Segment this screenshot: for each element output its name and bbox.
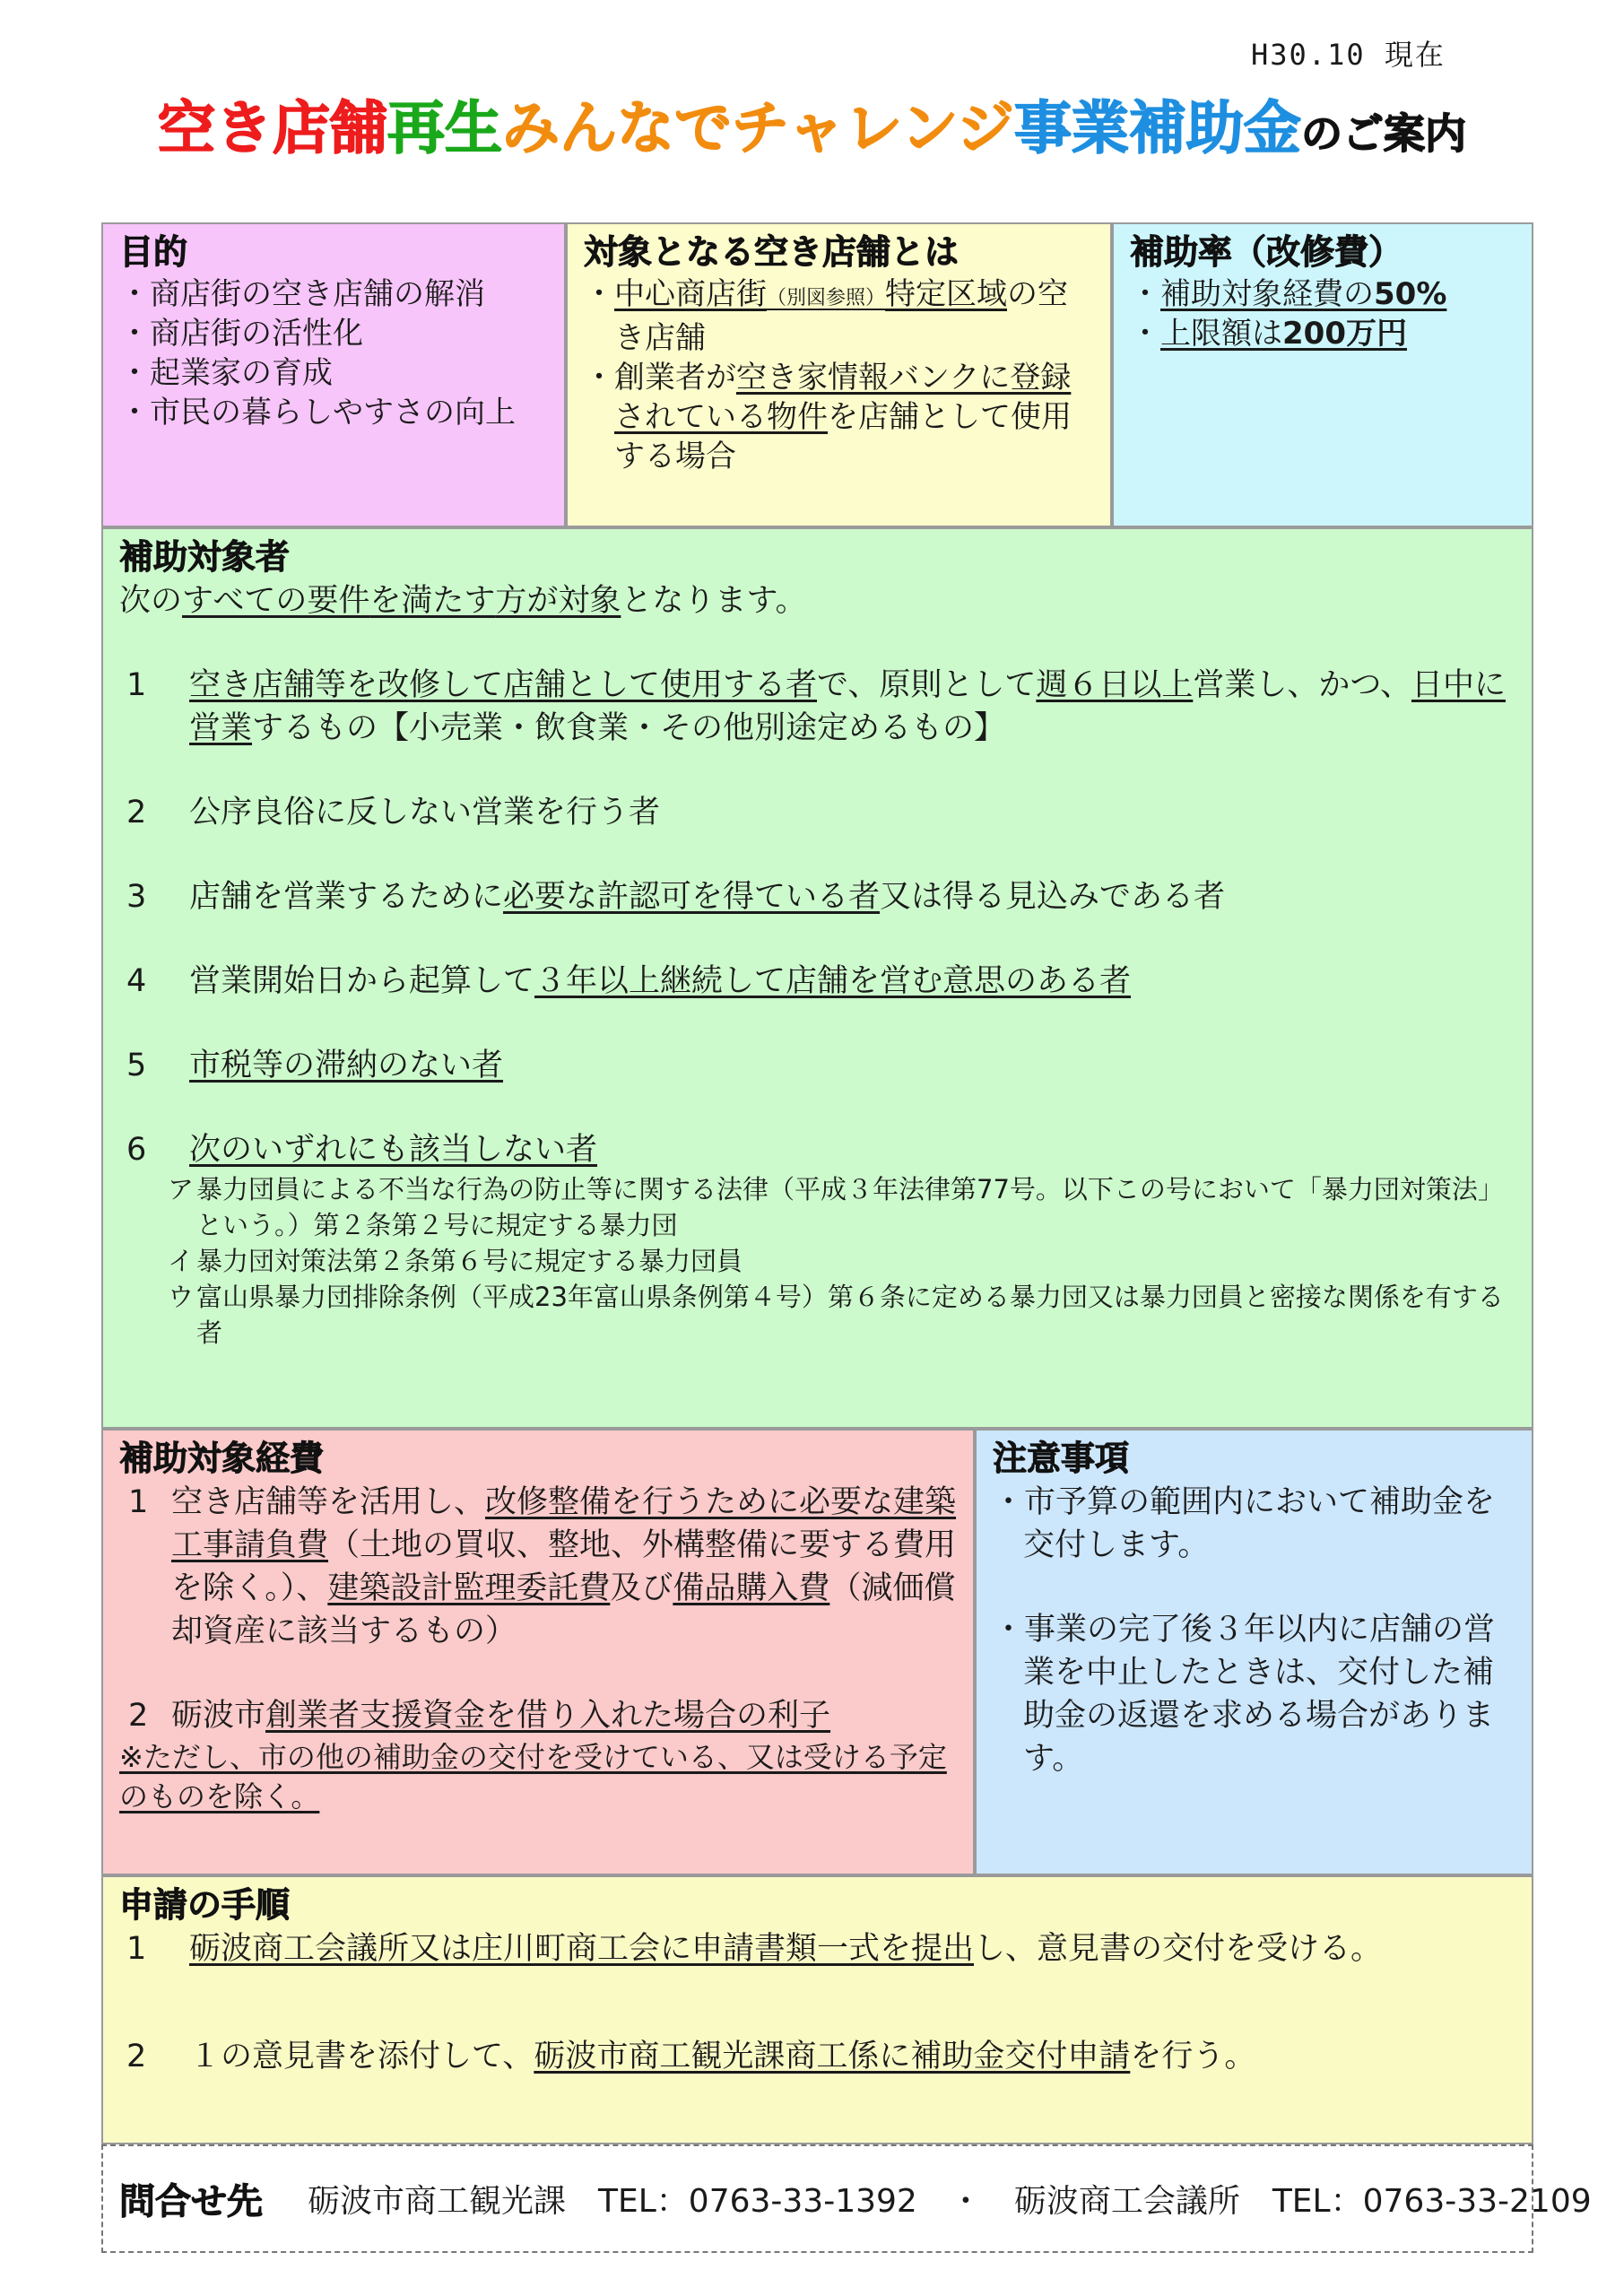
list-item <box>584 274 1094 358</box>
page-title <box>0 83 1624 165</box>
title-part-5: のご案内 <box>1300 109 1466 158</box>
underlined-text: 必要な許認可を得ている者 <box>503 878 881 915</box>
text: 暴力団員による不当な行為の防止等に関する法律（平成３年法律第77号。以下この号において「暴力団対策法」という。）第２条第２号に規定する暴力団 <box>196 1173 1504 1240</box>
underlined-text: 利子 <box>768 1697 831 1734</box>
item-number: 1 <box>126 1930 147 1967</box>
section-heading: 注意事項 <box>993 1439 1130 1478</box>
item-marker: イ <box>168 1245 195 1276</box>
target-store-section <box>566 222 1112 527</box>
title-part-4: 事業補助金 <box>1013 96 1301 162</box>
text: 次の <box>119 582 183 619</box>
requirement-6 <box>119 1128 1515 1171</box>
underlined-text: 創業者支援資金 <box>265 1697 486 1734</box>
text: 富山県暴力団排除条例（平成23年富山県条例第４号）第６条に定める暴力団又は暴力団員と密接な関係を有する者 <box>196 1281 1504 1348</box>
bullet: ・ <box>1130 275 1160 312</box>
underlined-text: を満たす <box>369 582 496 619</box>
text: 公序良俗に反しない営業を行う者 <box>189 794 661 831</box>
contact-section <box>101 2144 1592 2253</box>
underlined-text: 特定区域 <box>885 275 1008 312</box>
text: 空き店舗等を活用し、 <box>171 1483 486 1520</box>
list-item: ・商店街の活性化 <box>119 315 363 352</box>
item-number: 2 <box>126 2038 147 2074</box>
text: １の意見書を添付して、 <box>189 2038 534 2074</box>
text: となります。 <box>621 582 807 619</box>
eligible-persons-section <box>101 527 1533 1429</box>
underlined-text: 空き店舗等を改修して店舗として使用する者 <box>189 666 818 703</box>
text: を店舗として使用する場合 <box>614 398 1072 474</box>
requirement-1 <box>119 664 1515 750</box>
underlined-text: 次のいずれにも該当しない者 <box>189 1131 598 1168</box>
exclusion-item <box>119 1279 1515 1351</box>
exclusion-note: ※ただし、市の他の補助金の交付を受けている、又は受ける予定のものを除く。 <box>119 1739 947 1813</box>
underlined-text: を借り入れた場合の <box>485 1697 769 1734</box>
list-item: ・市予算の範囲内において補助金を交付します。 <box>993 1483 1496 1563</box>
text: （土地の買収、整地、外構整備に要する費用を除く。）、 <box>171 1526 957 1606</box>
list-item: ・起業家の育成 <box>119 354 333 391</box>
requirement-3 <box>119 875 1515 918</box>
exclusion-item <box>119 1243 1515 1279</box>
bullet: ・ <box>584 359 614 396</box>
procedure-section <box>101 1875 1533 2144</box>
text: し、意見書の交付を受ける。 <box>974 1930 1383 1967</box>
text: の空き店舗 <box>614 275 1069 356</box>
intro-text <box>119 579 1515 622</box>
subsidy-rate-section <box>1112 222 1533 527</box>
text: を行う。 <box>1130 2038 1256 2074</box>
item-marker: ア <box>168 1173 195 1205</box>
section-heading: 補助対象経費 <box>119 1439 325 1478</box>
list-item: ・市民の暮らしやすさの向上 <box>119 394 516 430</box>
notes-section <box>975 1429 1533 1875</box>
section-heading: 補助対象者 <box>119 537 291 577</box>
section-heading: 問合せ先 <box>119 2181 263 2222</box>
eligible-expenses-section <box>101 1429 975 1875</box>
list-item <box>1130 274 1515 314</box>
bullet: ・ <box>584 275 614 312</box>
underlined-text: 方が対象 <box>495 582 621 619</box>
section-heading: 申請の手順 <box>119 1885 291 1925</box>
map-reference-note: （別図参照） <box>767 286 886 309</box>
item-number: 5 <box>126 1047 147 1083</box>
text: 又は得る見込みである者 <box>880 878 1226 915</box>
underlined-text: 週６日以上 <box>1036 666 1194 703</box>
section-heading: 補助率（改修費） <box>1130 232 1403 272</box>
bullet: ・ <box>1130 315 1160 352</box>
underlined-text: 砺波市商工観光課商工係に補助金交付申請 <box>534 2038 1131 2074</box>
limit-value: 200万円 <box>1282 315 1407 352</box>
requirement-5 <box>119 1044 1515 1087</box>
title-part-2: 再生 <box>387 96 503 162</box>
list-item <box>1130 314 1515 353</box>
rate-value: 50% <box>1374 275 1447 312</box>
text: 創業者が <box>614 359 736 396</box>
item-number: 2 <box>128 1697 149 1734</box>
item-number: 2 <box>126 794 147 831</box>
text: 砺波市 <box>171 1697 266 1734</box>
expense-item-1 <box>119 1481 957 1653</box>
title-part-3: みんなでチャレンジ <box>502 96 1014 162</box>
item-number: 1 <box>128 1483 149 1520</box>
item-number: 6 <box>126 1131 147 1168</box>
list-item: ・商店街の空き店舗の解消 <box>119 275 485 312</box>
date-label: H30.10 現在 <box>1251 38 1446 72</box>
underlined-text: 市税等の滞納のない者 <box>189 1047 504 1083</box>
text: するもの【小売業・飲食業・その他別途定めるもの】 <box>252 709 1006 746</box>
requirement-4 <box>119 960 1515 1003</box>
underlined-text: 備品購入費 <box>673 1570 830 1606</box>
item-number: 3 <box>126 878 147 915</box>
underlined-text: すべての要件 <box>182 582 370 619</box>
list-item: ・事業の完了後３年以内に店舗の営業を中止したときは、交付した補助金の返還を求める場合があります。 <box>993 1611 1496 1777</box>
exclusion-item <box>119 1171 1515 1243</box>
title-part-1: 空き店舗 <box>158 96 388 162</box>
text: 暴力団対策法第２条第６号に規定する暴力団員 <box>196 1245 743 1276</box>
underlined-text: 空き家情報バンクに登録されている物件 <box>614 359 1072 435</box>
text: で、原則として <box>817 666 1037 703</box>
section-heading: 目的 <box>119 232 188 272</box>
item-marker: ウ <box>168 1281 195 1312</box>
text: （減価償却資産に該当するもの） <box>171 1570 956 1649</box>
requirement-2 <box>119 791 1515 834</box>
underlined-text: 建築設計監理委託費 <box>327 1570 611 1606</box>
procedure-step-1 <box>119 1927 1515 1970</box>
procedure-step-2 <box>119 2035 1515 2078</box>
purpose-section <box>101 222 566 527</box>
underlined-text: 上限額は <box>1160 315 1282 352</box>
underlined-text: 日中に営業 <box>189 666 1506 746</box>
underlined-text: 改修整備を行うために必要な建築工事請負費 <box>171 1483 957 1563</box>
underlined-text: 補助対象経費の <box>1160 275 1374 312</box>
text: 営業開始日から起算して <box>189 962 535 999</box>
contact-info: 砺波市商工観光課 TEL：0763-33-1392 ・ 砺波商工会議所 TEL：0763-33-2109 <box>308 2183 1592 2220</box>
expense-item-2 <box>119 1694 957 1737</box>
text: 営業し、かつ、 <box>1193 666 1411 703</box>
section-heading: 対象となる空き店舗とは <box>584 232 960 272</box>
item-number: 4 <box>126 962 147 999</box>
list-item <box>584 358 1094 476</box>
underlined-text: ３年以上継続して店舗を営む意思のある者 <box>534 962 1132 999</box>
text: 及び <box>610 1570 673 1606</box>
underlined-text: 砺波商工会議所又は庄川町商工会に申請書類一式を提出 <box>189 1930 975 1967</box>
item-number: 1 <box>126 666 147 703</box>
underlined-text: 中心商店街 <box>614 275 767 312</box>
text: 店舗を営業するために <box>189 878 504 915</box>
